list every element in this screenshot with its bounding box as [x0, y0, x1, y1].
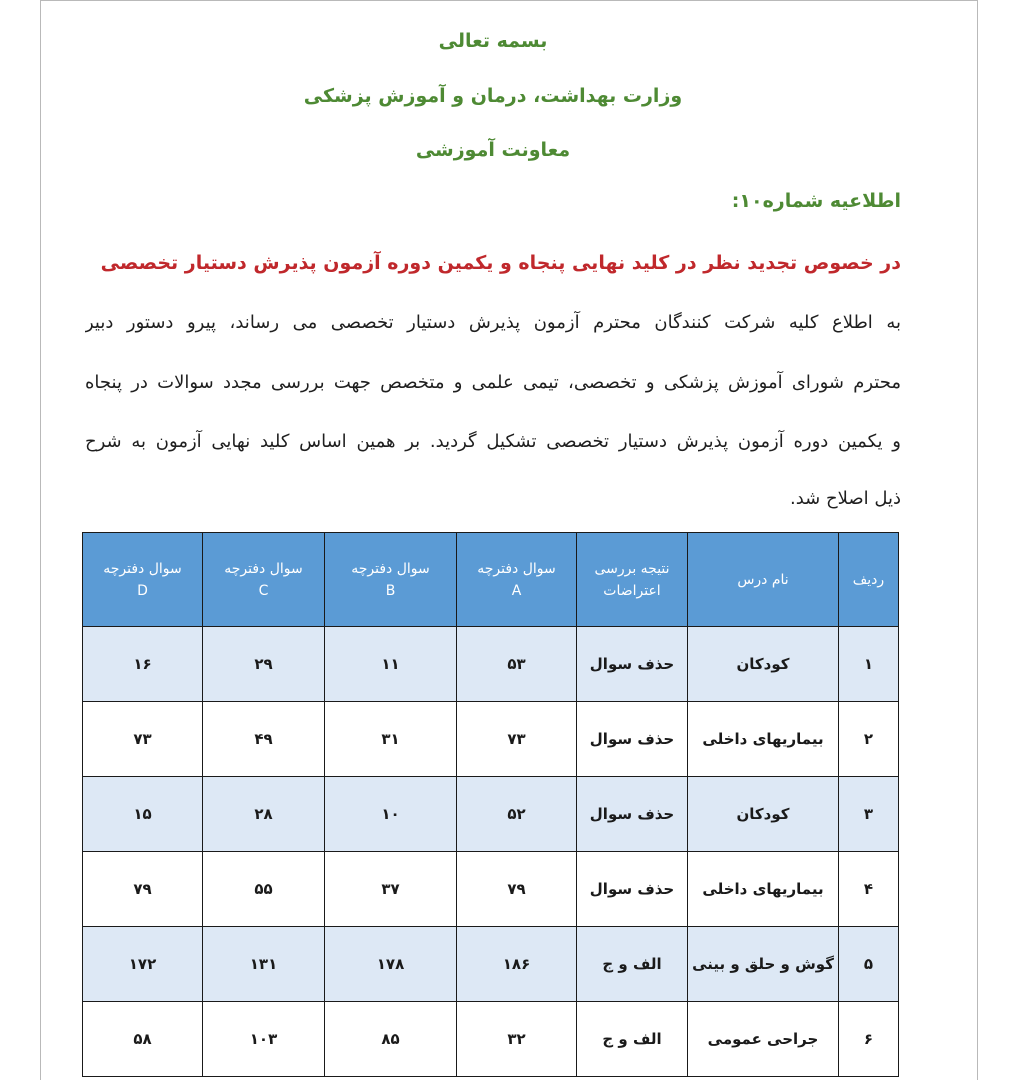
cell-q-b: ۱۰ — [325, 777, 457, 852]
cell-q-a: ۵۳ — [457, 627, 577, 702]
cell-row-no: ۲ — [839, 702, 899, 777]
cell-row-no: ۶ — [839, 1002, 899, 1077]
cell-result: حذف سوال — [577, 777, 688, 852]
cell-q-a: ۷۹ — [457, 852, 577, 927]
cell-q-a: ۵۲ — [457, 777, 577, 852]
cell-q-d: ۱۵ — [83, 777, 203, 852]
notice-title: اطلاعیه شماره۱۰: — [731, 190, 901, 212]
table-row — [83, 1002, 899, 1077]
header-row-no: ردیف — [839, 533, 899, 627]
body-line-3: و یکمین دوره آزمون پذیرش دستیار تخصصی تشکیل گردید. بر همین اساس کلید نهایی آزمون به شرح — [85, 431, 901, 452]
deputy-heading: معاونت آموزشی — [415, 139, 571, 161]
notice-subject: در خصوص تجدید نظر در کلید نهایی پنجاه و یکمین دوره آزمون پذیرش دستیار تخصصی — [100, 252, 901, 274]
body-line-1: به اطلاع کلیه شرکت کنندگان محترم آزمون پذیرش دستیار تخصصی می رساند، پیرو دستور دبیر — [85, 312, 901, 333]
cell-result: حذف سوال — [577, 627, 688, 702]
header-q-a: سوال دفترچه A — [457, 533, 577, 627]
cell-q-d: ۱۷۲ — [83, 927, 203, 1002]
cell-q-a: ۳۲ — [457, 1002, 577, 1077]
cell-q-c: ۲۸ — [203, 777, 325, 852]
cell-q-b: ۳۷ — [325, 852, 457, 927]
cell-q-a: ۷۳ — [457, 702, 577, 777]
cell-q-c: ۴۹ — [203, 702, 325, 777]
table-row — [83, 927, 899, 1002]
cell-q-b: ۸۵ — [325, 1002, 457, 1077]
body-line-2: محترم شورای آموزش پزشکی و تخصصی، تیمی علمی و متخصص جهت بررسی مجدد سوالات در پنجاه — [85, 372, 901, 393]
cell-result: حذف سوال — [577, 702, 688, 777]
cell-course: بیماریهای داخلی — [688, 702, 839, 777]
table-row — [83, 702, 899, 777]
table-row — [83, 777, 899, 852]
invocation-heading: بسمه تعالی — [438, 30, 548, 52]
header-result: نتیجه بررسی اعتراضات — [577, 533, 688, 627]
cell-q-d: ۷۳ — [83, 702, 203, 777]
cell-q-c: ۲۹ — [203, 627, 325, 702]
cell-q-c: ۵۵ — [203, 852, 325, 927]
cell-course: بیماریهای داخلی — [688, 852, 839, 927]
cell-row-no: ۵ — [839, 927, 899, 1002]
header-q-d: سوال دفترچه D — [83, 533, 203, 627]
cell-q-d: ۵۸ — [83, 1002, 203, 1077]
cell-q-a: ۱۸۶ — [457, 927, 577, 1002]
cell-course: گوش و حلق و بینی — [688, 927, 839, 1002]
ministry-heading: وزارت بهداشت، درمان و آموزش پزشکی — [303, 85, 683, 107]
cell-course: جراحی عمومی — [688, 1002, 839, 1077]
table-row — [83, 852, 899, 927]
table-row — [83, 627, 899, 702]
cell-q-b: ۳۱ — [325, 702, 457, 777]
header-q-b: سوال دفترچه B — [325, 533, 457, 627]
cell-q-b: ۱۷۸ — [325, 927, 457, 1002]
cell-q-c: ۱۳۱ — [203, 927, 325, 1002]
cell-q-b: ۱۱ — [325, 627, 457, 702]
cell-q-d: ۱۶ — [83, 627, 203, 702]
header-q-c: سوال دفترچه C — [203, 533, 325, 627]
table-header-row — [83, 533, 899, 627]
cell-course: کودکان — [688, 777, 839, 852]
cell-q-d: ۷۹ — [83, 852, 203, 927]
corrections-table — [82, 532, 899, 1077]
body-line-4: ذیل اصلاح شد. — [790, 488, 901, 509]
header-course: نام درس — [688, 533, 839, 627]
cell-result: الف و ج — [577, 927, 688, 1002]
cell-result: حذف سوال — [577, 852, 688, 927]
cell-row-no: ۴ — [839, 852, 899, 927]
cell-q-c: ۱۰۳ — [203, 1002, 325, 1077]
cell-result: الف و ج — [577, 1002, 688, 1077]
cell-row-no: ۳ — [839, 777, 899, 852]
cell-course: کودکان — [688, 627, 839, 702]
cell-row-no: ۱ — [839, 627, 899, 702]
